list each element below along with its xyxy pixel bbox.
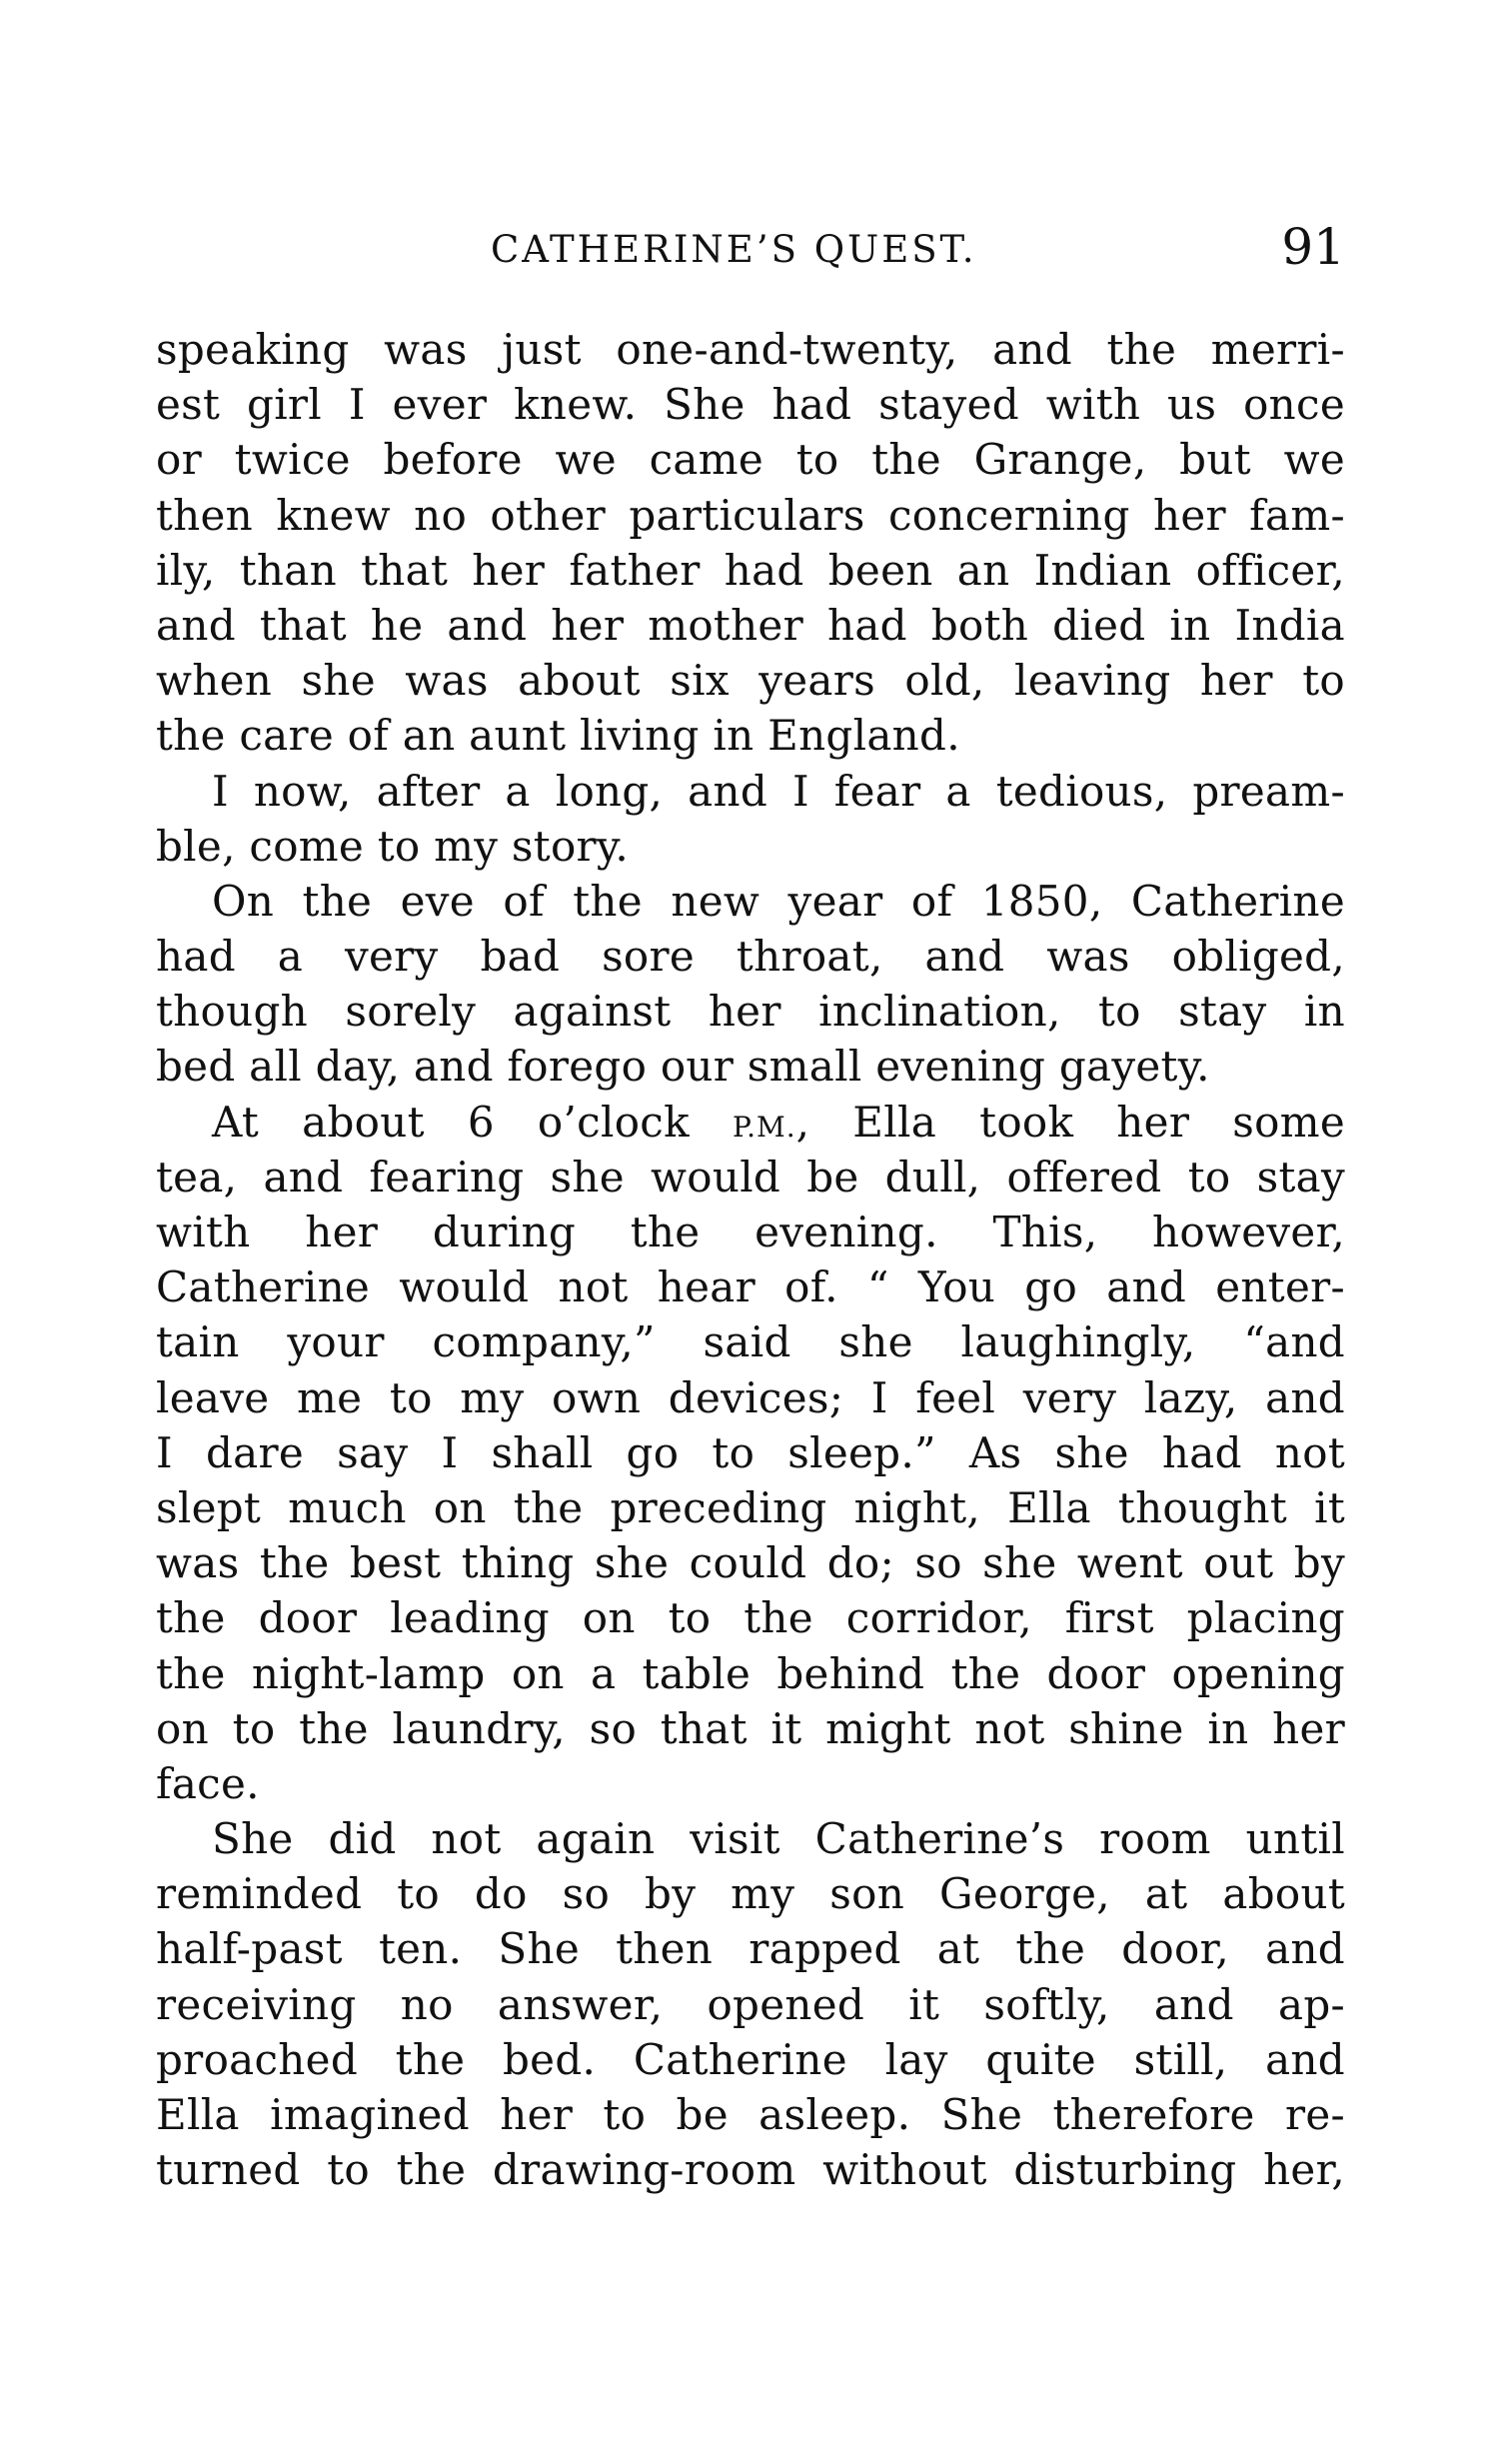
text-line: bed all day, and forego our small evening gayety.: [156, 1042, 1210, 1092]
text-line: tain your company,” said she laughingly, “and: [156, 1317, 1345, 1367]
text-line: though sorely against her inclination, to stay in: [156, 987, 1345, 1037]
small-caps-time: P.M.: [732, 1110, 796, 1144]
text-segment: , Ella took her some: [795, 1097, 1345, 1147]
text-line: then knew no other particulars concerning her fam-: [156, 490, 1345, 540]
running-title: CATHERINE’S QUEST.: [491, 228, 977, 271]
body-text: [156, 322, 1345, 2197]
text-line: leave me to my own devices; I feel very lazy, and: [156, 1372, 1345, 1422]
text-line: when she was about six years old, leaving her to: [156, 656, 1345, 706]
page-number: 91: [1281, 218, 1345, 276]
text-line: or twice before we came to the Grange, but we: [156, 435, 1345, 485]
text-line: speaking was just one-and-twenty, and the merri-: [156, 325, 1345, 374]
text-line: the night-lamp on a table behind the door opening: [156, 1648, 1345, 1698]
text-line: ily, than that her father had been an Indian officer,: [156, 545, 1345, 595]
text-line: On the eve of the new year of 1850, Catherine: [212, 876, 1345, 926]
text-line: Ella imagined her to be asleep. She therefore re-: [156, 2090, 1345, 2139]
text-line: [156, 1095, 1345, 1150]
text-line: I dare say I shall go to sleep.” As she had not: [156, 1427, 1345, 1477]
text-line: tea, and fearing she would be dull, offered to stay: [156, 1152, 1345, 1202]
text-line: I now, after a long, and I fear a tedious, pream-: [212, 766, 1345, 816]
text-line: face.: [156, 1758, 260, 1808]
text-line: ble, come to my story.: [156, 821, 630, 871]
text-line: slept much on the preceding night, Ella thought it: [156, 1482, 1345, 1532]
text-line: est girl I ever knew. She had stayed with us once: [156, 380, 1345, 430]
text-line: turned to the drawing-room without disturbing her,: [156, 2145, 1345, 2195]
text-line: proached the bed. Catherine lay quite still, and: [156, 2034, 1345, 2084]
text-line: with her during the evening. This, however,: [156, 1208, 1345, 1256]
text-line: reminded to do so by my son George, at about: [156, 1869, 1345, 1919]
text-line: the care of an aunt living in England.: [156, 711, 960, 761]
text-line: on to the laundry, so that it might not shine in her: [156, 1703, 1345, 1753]
text-line: She did not again visit Catherine’s room until: [212, 1814, 1345, 1864]
text-line: half-past ten. She then rapped at the door, and: [156, 1924, 1345, 1974]
text-line: Catherine would not hear of. “ You go and enter-: [156, 1262, 1345, 1312]
text-line: the door leading on to the corridor, first placing: [156, 1593, 1345, 1643]
text-line: and that he and her mother had both died in India: [156, 600, 1345, 650]
text-line: was the best thing she could do; so she went out by: [156, 1538, 1345, 1588]
page-header: [156, 218, 1345, 278]
text-segment: At about 6 o’clock: [212, 1097, 733, 1147]
text-line: receiving no answer, opened it softly, and ap-: [156, 1979, 1345, 2029]
text-line: had a very bad sore throat, and was obliged,: [156, 932, 1345, 982]
